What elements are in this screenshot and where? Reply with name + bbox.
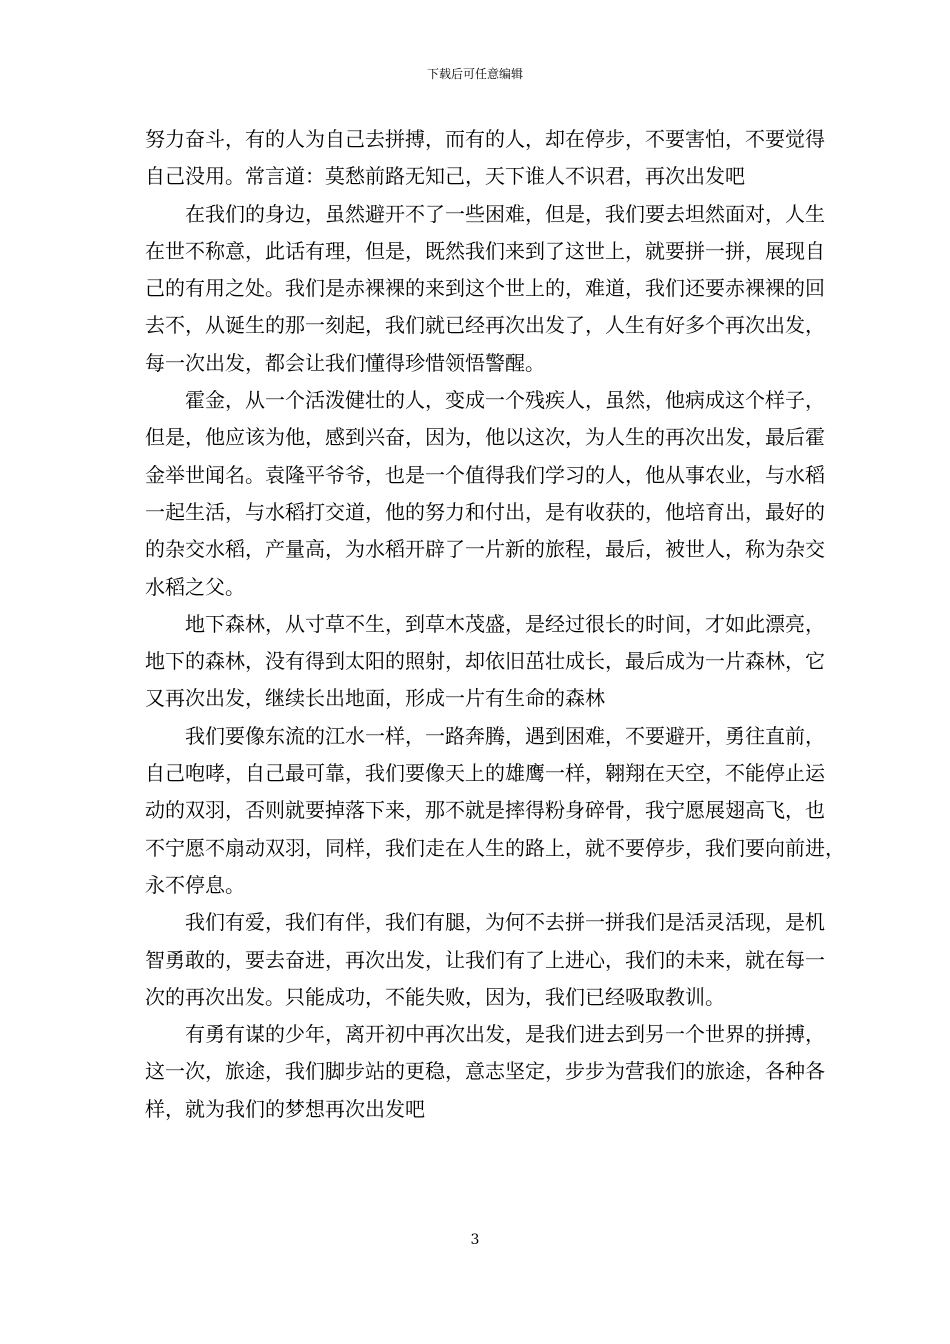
text-line: 次的再次出发。只能成功，不能失败，因为，我们已经吸取教训。 xyxy=(145,984,725,1009)
text-line: 智勇敢的，要去奋进，再次出发，让我们有了上进心，我们的未来，就在每一 xyxy=(145,947,825,972)
text-line: 在世不称意，此话有理，但是，既然我们来到了这世上，就要拼一拼，展现自 xyxy=(145,238,825,263)
page-number: 3 xyxy=(470,1232,480,1248)
text-line: 样，就为我们的梦想再次出发吧 xyxy=(145,1096,425,1121)
text-line: 自己咆哮，自己最可靠，我们要像天上的雄鹰一样，翱翔在天空，不能停止运 xyxy=(145,761,825,786)
text-line: 又再次出发，继续长出地面，形成一片有生命的森林 xyxy=(145,686,605,711)
page-header: 下载后可任意编辑 xyxy=(426,67,523,81)
text-line: 地下森林，从寸草不生，到草木茂盛，是经过很长的时间，才如此漂亮， xyxy=(185,611,825,636)
text-line: 每一次出发，都会让我们懂得珍惜领悟警醒。 xyxy=(145,350,545,375)
text-line: 去不，从诞生的那一刻起，我们就已经再次出发了，人生有好多个再次出发， xyxy=(145,313,825,338)
text-line: 有勇有谋的少年，离开初中再次出发，是我们进去到另一个世界的拼搏， xyxy=(185,1022,825,1047)
text-line: 水稻之父。 xyxy=(145,574,245,599)
text-line: 在我们的身边，虽然避开不了一些困难，但是，我们要去坦然面对，人生 xyxy=(185,201,825,226)
text-line: 的杂交水稻，产量高，为水稻开辟了一片新的旅程，最后，被世人，称为杂交 xyxy=(145,537,825,562)
text-line: 一起生活，与水稻打交道，他的努力和付出，是有收获的，他培育出，最好的 xyxy=(145,499,825,524)
text-line: 地下的森林，没有得到太阳的照射，却依旧茁壮成长，最后成为一片森林，它 xyxy=(145,649,825,674)
text-line: 自己没用。常言道：莫愁前路无知己，天下谁人不识君，再次出发吧 xyxy=(145,164,745,189)
text-line: 但是，他应该为他，感到兴奋，因为，他以这次，为人生的再次出发，最后霍 xyxy=(145,425,825,450)
text-line: 动的双羽，否则就要掉落下来，那不就是摔得粉身碎骨，我宁愿展翅高飞，也 xyxy=(145,798,825,823)
text-line: 我们要像东流的江水一样，一路奔腾，遇到困难，不要避开，勇往直前， xyxy=(185,723,825,748)
text-line: 霍金，从一个活泼健壮的人，变成一个残疾人，虽然，他病成这个样子， xyxy=(185,388,825,413)
text-line: 不宁愿不扇动双羽，同样，我们走在人生的路上，就不要停步，我们要向前进， xyxy=(145,835,845,860)
text-line: 努力奋斗，有的人为自己去拼搏，而有的人，却在停步，不要害怕，不要觉得 xyxy=(145,127,825,151)
text-line: 我们有爱，我们有伴，我们有腿，为何不去拼一拼我们是活灵活现，是机 xyxy=(185,910,825,935)
text-line: 这一次，旅途，我们脚步站的更稳，意志坚定，步步为营我们的旅途，各种各 xyxy=(145,1059,825,1084)
text-line: 永不停息。 xyxy=(145,872,245,897)
text-line: 金举世闻名。袁隆平爷爷，也是一个值得我们学习的人，他从事农业，与水稻 xyxy=(145,462,825,487)
text-line: 己的有用之处。我们是赤裸裸的来到这个世上的，难道，我们还要赤裸裸的回 xyxy=(145,276,825,301)
document-body xyxy=(145,121,845,1128)
